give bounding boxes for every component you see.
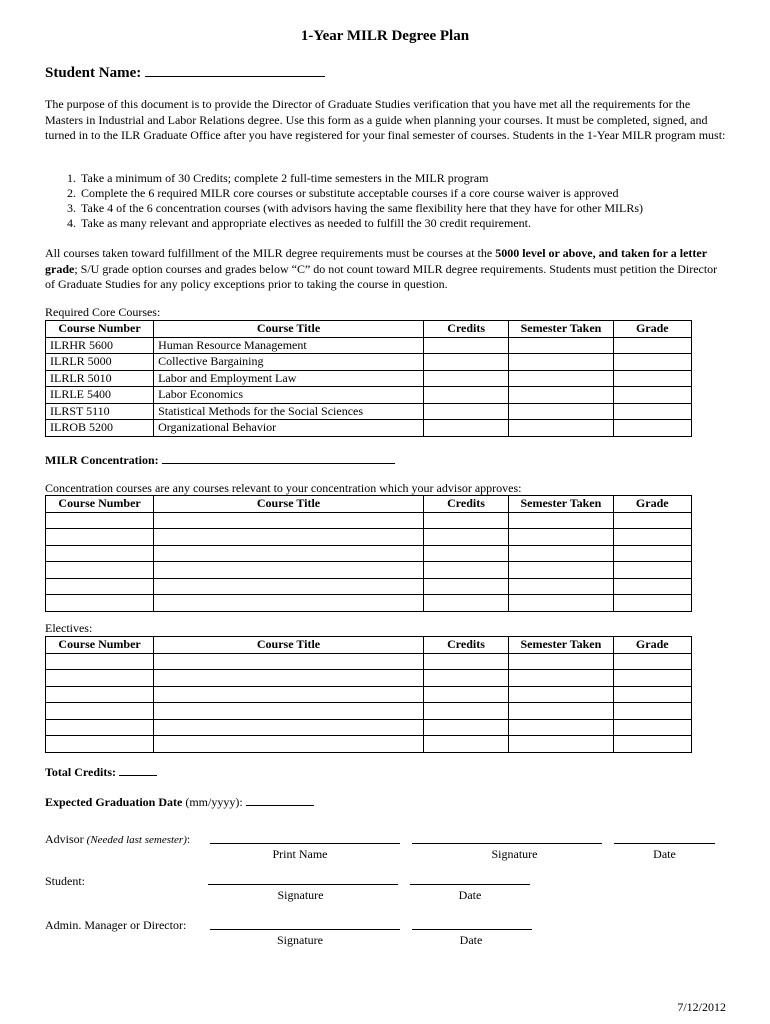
semester-cell[interactable] [509,403,613,420]
course-title-cell[interactable] [154,686,424,703]
col-credits: Credits [423,496,508,513]
policy-text-after: ; S/U grade option courses and grades below “C” do not count toward MILR degree requirements. Students must petition the Director of Graduate Studies for any policy exceptions prior to taking the course in question. [45,261,718,291]
course-number-cell[interactable] [46,703,154,720]
table-row [46,403,692,420]
credits-cell[interactable] [423,512,508,529]
col-grade: Grade [613,496,691,513]
col-grade: Grade [613,637,691,654]
course-title-cell[interactable] [154,653,424,670]
grade-cell[interactable] [613,354,691,371]
semester-cell[interactable] [509,387,613,404]
student-name-field [45,64,325,82]
course-title: Labor and Employment Law [154,370,424,387]
grade-cell[interactable] [613,719,691,736]
advisor-date-line[interactable] [614,843,715,844]
course-number-cell[interactable] [46,686,154,703]
credits-cell[interactable] [424,387,509,404]
col-credits: Credits [424,321,509,338]
student-name-blank[interactable] [145,64,325,77]
course-number-cell[interactable] [46,595,154,612]
credits-cell[interactable] [424,403,509,420]
advisor-signature-line[interactable] [412,843,602,844]
requirements-list [45,171,739,231]
expected-graduation-field [45,793,314,810]
table-row [46,529,692,546]
grade-cell[interactable] [613,578,691,595]
grade-cell[interactable] [613,337,691,354]
semester-cell[interactable] [509,686,613,703]
course-number: ILRLE 5400 [46,387,154,404]
grade-cell[interactable] [613,670,691,687]
credits-cell[interactable] [424,337,509,354]
table-row [46,703,692,720]
table-row [46,387,692,404]
col-course-title: Course Title [154,321,424,338]
expected-graduation-format: (mm/yyyy): [182,795,243,809]
advisor-colon: : [186,832,191,846]
course-title: Human Resource Management [154,337,424,354]
course-number-cell[interactable] [46,529,154,546]
course-title-cell[interactable] [154,736,424,753]
course-title-cell[interactable] [154,545,424,562]
table-row [46,719,692,736]
concentration-label: MILR Concentration: [45,453,159,467]
admin-signature-line[interactable] [210,929,400,930]
table-row [46,653,692,670]
concentration-courses-table [45,495,692,612]
course-number: ILRHR 5600 [46,337,154,354]
col-course-number: Course Number [46,637,154,654]
advisor-signature-caption: Signature [491,847,538,861]
student-date-caption: Date [458,888,482,902]
table-row [46,670,692,687]
table-row [46,686,692,703]
student-name-label: Student Name: [45,65,142,81]
table-header-row [46,496,692,513]
expected-graduation-label: Expected Graduation Date [45,795,183,809]
credits-cell[interactable] [423,703,508,720]
course-title: Collective Bargaining [154,354,424,371]
semester-cell[interactable] [509,529,613,546]
grade-cell[interactable] [613,653,691,670]
student-signature-caption: Signature [277,888,324,902]
credits-cell[interactable] [423,686,508,703]
total-credits-blank[interactable] [119,763,157,776]
course-number-cell[interactable] [46,670,154,687]
requirement-item: 4. Take as many relevant and appropriate electives as needed to fulfill the 30 credit requirement. [79,216,739,231]
course-number: ILRLR 5000 [46,354,154,371]
credits-cell[interactable] [424,354,509,371]
semester-cell[interactable] [509,670,613,687]
table-row [46,420,692,437]
credits-cell[interactable] [423,562,508,579]
grade-cell[interactable] [613,703,691,720]
credits-cell[interactable] [423,578,508,595]
course-number-cell[interactable] [46,653,154,670]
grade-cell[interactable] [613,420,691,437]
semester-cell[interactable] [509,703,613,720]
table-row [46,578,692,595]
total-credits-field [45,763,157,780]
credits-cell[interactable] [424,420,509,437]
credits-cell[interactable] [423,529,508,546]
advisor-note: (Needed last semester) [86,834,187,846]
course-number: ILROB 5200 [46,420,154,437]
credits-cell[interactable] [423,653,508,670]
table-row [46,337,692,354]
policy-text-bold: 5000 level or above, and taken for a letter grade [45,246,707,276]
policy-text-before: All courses taken toward fulfillment of the MILR degree requirements must be courses at the [45,246,496,260]
course-number-cell[interactable] [46,736,154,753]
course-title-cell[interactable] [154,670,424,687]
concentration-courses-label: Concentration courses are any courses relevant to your concentration which your advisor approves: [45,481,522,495]
credits-cell[interactable] [423,545,508,562]
grade-cell[interactable] [613,686,691,703]
semester-cell[interactable] [509,545,613,562]
course-title: Labor Economics [154,387,424,404]
table-row [46,512,692,529]
student-date-line[interactable] [410,884,530,885]
table-header-row [46,321,692,338]
core-courses-table [45,320,692,437]
course-title-cell[interactable] [154,512,424,529]
requirement-item: 2. Complete the 6 required MILR core courses or substitute acceptable courses if a core course waiver is approved [79,186,739,201]
credits-cell[interactable] [423,719,508,736]
semester-cell[interactable] [509,562,613,579]
col-course-number: Course Number [46,321,154,338]
admin-signature-caption: Signature [277,933,323,947]
course-number-cell[interactable] [46,562,154,579]
admin-date-caption: Date [459,933,483,947]
advisor-print-name-line[interactable] [210,843,400,844]
table-row [46,354,692,371]
course-title: Organizational Behavior [154,420,424,437]
col-course-title: Course Title [154,496,424,513]
table-row [46,545,692,562]
course-title: Statistical Methods for the Social Sciences [154,403,424,420]
semester-cell[interactable] [509,719,613,736]
advisor-date-caption: Date [653,847,676,861]
col-course-number: Course Number [46,496,154,513]
admin-date-line[interactable] [412,929,532,930]
credits-cell[interactable] [423,670,508,687]
grade-cell[interactable] [613,595,691,612]
electives-table [45,636,692,753]
course-title-cell[interactable] [154,578,424,595]
student-signature-line[interactable] [208,884,398,885]
col-semester-taken: Semester Taken [509,496,613,513]
footer-date: 7/12/2012 [677,1000,726,1014]
requirement-item: 3. Take 4 of the 6 concentration courses (with advisors having the same flexibility here that they have for other MILRs) [79,201,739,216]
credits-cell[interactable] [423,595,508,612]
col-grade: Grade [613,321,691,338]
course-title-cell[interactable] [154,562,424,579]
grade-cell[interactable] [613,736,691,753]
concentration-field [45,451,395,468]
grade-cell[interactable] [613,545,691,562]
semester-cell[interactable] [509,370,613,387]
concentration-rows [46,512,692,611]
total-credits-label: Total Credits: [45,765,117,779]
course-number: ILRST 5110 [46,403,154,420]
course-number: ILRLR 5010 [46,370,154,387]
course-title-cell[interactable] [154,719,424,736]
core-courses-label: Required Core Courses: [45,305,161,319]
table-header-row [46,637,692,654]
concentration-blank[interactable] [162,451,395,464]
table-row [46,562,692,579]
col-course-title: Course Title [154,637,424,654]
semester-cell[interactable] [509,512,613,529]
course-number-cell[interactable] [46,512,154,529]
semester-cell[interactable] [509,420,613,437]
grade-cell[interactable] [613,529,691,546]
course-title-cell[interactable] [154,595,424,612]
grade-cell[interactable] [613,562,691,579]
semester-cell[interactable] [509,595,613,612]
course-title-cell[interactable] [154,529,424,546]
student-signature-label: Student: [45,874,86,888]
advisor-label: Advisor [45,832,84,846]
col-semester-taken: Semester Taken [509,321,613,338]
expected-graduation-blank[interactable] [246,793,314,806]
col-credits: Credits [423,637,508,654]
semester-cell[interactable] [509,736,613,753]
grade-cell[interactable] [613,512,691,529]
course-number-cell[interactable] [46,545,154,562]
grade-cell[interactable] [613,403,691,420]
grade-cell[interactable] [613,387,691,404]
page-title: 1-Year MILR Degree Plan [300,28,470,44]
semester-cell[interactable] [509,578,613,595]
advisor-print-name-caption: Print Name [272,847,328,861]
table-row [46,595,692,612]
semester-cell[interactable] [509,653,613,670]
grade-cell[interactable] [613,370,691,387]
advisor-label-group [45,832,190,847]
semester-cell[interactable] [509,337,613,354]
col-semester-taken: Semester Taken [509,637,613,654]
semester-cell[interactable] [509,354,613,371]
credits-cell[interactable] [423,736,508,753]
intro-paragraph: The purpose of this document is to provide the Director of Graduate Studies verification that you have met all the requirements for the Masters in Industrial and Labor Relations degree. Use this form as a guide when planning your courses. It must be completed, signed, and turned in to the ILR Graduate Office after you have registered for your final semester of courses. Students in the 1-Year MILR program must: [45,97,726,142]
table-row [46,736,692,753]
electives-label: Electives: [45,621,93,635]
course-number-cell[interactable] [46,578,154,595]
policy-paragraph [45,246,730,293]
admin-signature-label: Admin. Manager or Director: [45,918,187,932]
credits-cell[interactable] [424,370,509,387]
course-title-cell[interactable] [154,703,424,720]
electives-rows [46,653,692,752]
requirement-item: 1. Take a minimum of 30 Credits; complete 2 full-time semesters in the MILR program [79,171,739,186]
course-number-cell[interactable] [46,719,154,736]
table-row [46,370,692,387]
